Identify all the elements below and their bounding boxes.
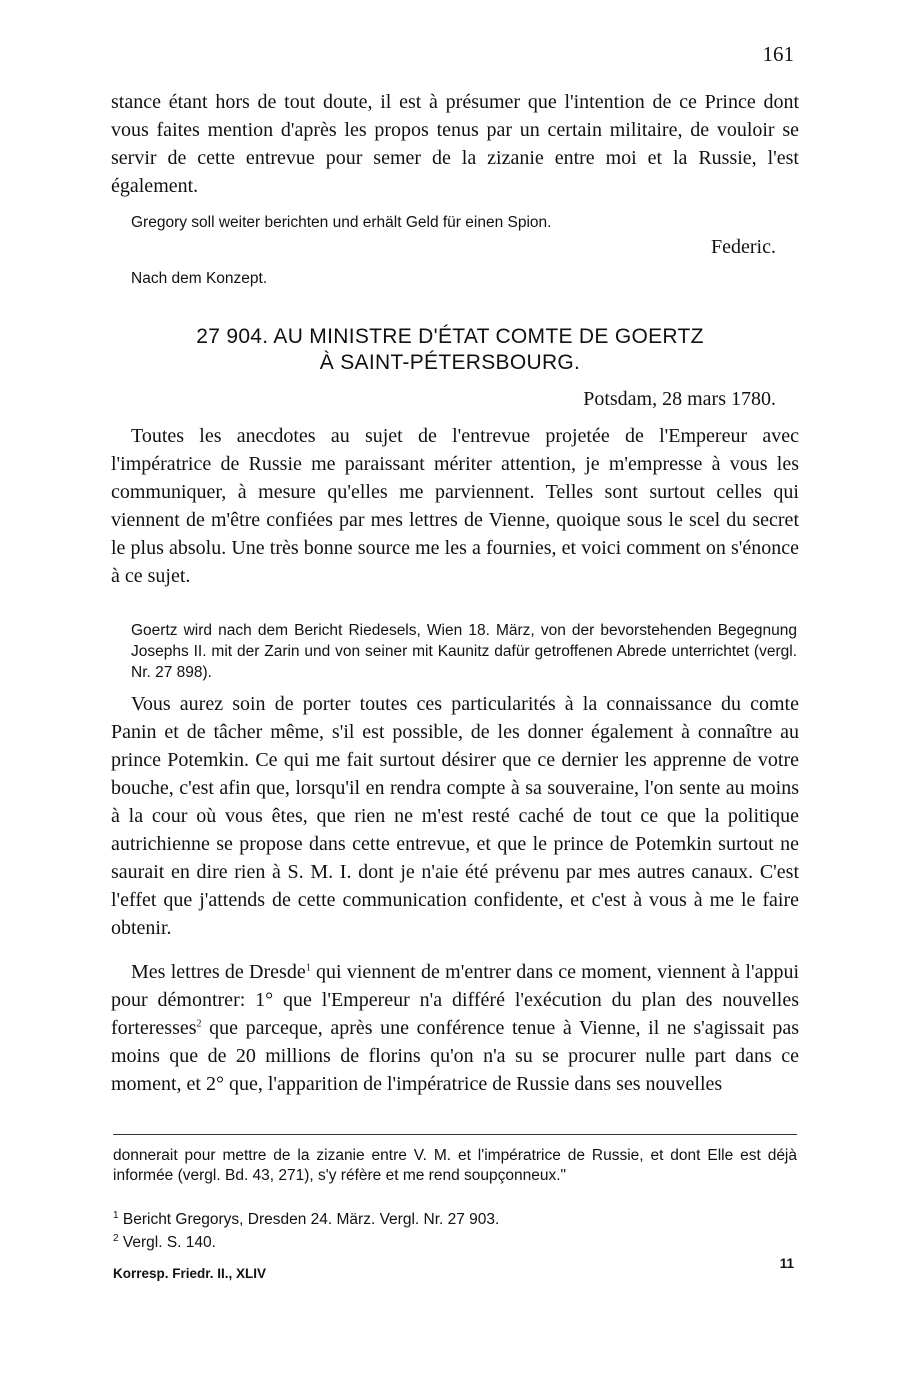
letter-paragraph-2 xyxy=(111,690,799,942)
footnote-2-text: Vergl. S. 140. xyxy=(122,1234,216,1251)
signature-mark-left: Korresp. Friedr. II., XLIV xyxy=(113,1266,267,1281)
editorial-note-goertz: Goertz wird nach dem Bericht Riedesels, Wien 18. März, von der bevorstehenden Begegnung Josephs II. mit der Zarin und von seiner mit Kaunitz dafür getroffenen Abrede unterrichtet (vergl. Nr. 27 898). xyxy=(131,622,797,681)
heading-line-2: À SAINT-PÉTERSBOURG. xyxy=(319,351,581,374)
paragraph-3-part-2: qui viennent de m'entrer dans ce moment, viennent à l'appui pour démontrer: 1° que l'Empereur n'a différé l'exécution du plan des nouvelles forteresses xyxy=(111,961,800,1039)
source-note: Nach dem Konzept. xyxy=(131,270,268,287)
paragraph-3-part-3: que parceque, après une conférence tenue à Vienne, il ne s'agissait pas moins que de 20 millions de florins qu'on n'a su se procurer nulle part dans ce moment, et 2° que, l'apparition de l'impératrice de Russie dans ses nouvelles xyxy=(111,1017,799,1095)
footnote-1-text: Bericht Gregorys, Dresden 24. März. Vergl. Nr. 27 903. xyxy=(122,1211,500,1228)
page-number: 161 xyxy=(762,42,794,66)
footnote-1-mark: 1 xyxy=(113,1209,119,1221)
editorial-note-gregory: Gregory soll weiter berichten und erhält Geld für einen Spion. xyxy=(131,214,552,231)
footnote-1 xyxy=(113,1210,797,1230)
footnote-2-mark: 2 xyxy=(113,1232,119,1244)
heading-line-1: 27 904. AU MINISTRE D'ÉTAT COMTE DE GOERTZ xyxy=(196,325,704,348)
letter-paragraph-1 xyxy=(111,422,799,590)
paragraph-3-text xyxy=(111,958,799,1098)
paragraph-3-part-1: Mes lettres de Dresde xyxy=(131,961,306,983)
letter-heading xyxy=(0,324,900,376)
continuation-paragraph xyxy=(111,88,799,200)
paragraph-1-text: Toutes les anecdotes au sujet de l'entrevue projetée de l'Empereur avec l'impératrice de Russie me paraissant mériter attention, je m'empresse à vous les communiquer, à mesure qu'elles me parviennent. Telles sont surtout celles qui viennent de m'être confiées par mes lettres de Vienne, quoique sous le scel du secret le plus absolu. Une très bonne source me les a fournies, et voici comment on s'énonce à ce sujet. xyxy=(111,425,799,587)
footnote-divider xyxy=(113,1134,797,1135)
signature: Federic. xyxy=(711,236,776,258)
dateline: Potsdam, 28 mars 1780. xyxy=(583,388,776,410)
signature-mark-right: 11 xyxy=(779,1256,794,1271)
letter-paragraph-3 xyxy=(111,958,799,1098)
footnote-2 xyxy=(113,1233,797,1253)
footnote-ref-1[interactable]: 1 xyxy=(305,962,311,974)
footnote-continued: donnerait pour mettre de la zizanie entre V. M. et l'impératrice de Russie, et dont Elle est déjà informée (vergl. Bd. 43, 271), s'y réfère et me rend soupçonneux." xyxy=(113,1147,797,1184)
paragraph-2-text: Vous aurez soin de porter toutes ces particularités à la connaissance du comte Panin et de tâcher même, s'il est possible, de les donner également à connaître au prince Potemkin. Ce qui me fait surtout désirer que ce dernier les apprenne de votre bouche, c'est afin que, lorsqu'il en rendra compte à sa souveraine, l'on sente au moins à la cour où vous êtes, que rien ne m'est resté caché de tout ce que la politique autrichienne se propose dans cette entrevue, et que le prince de Potemkin surtout ne saurait en dire rien à S. M. I. dont je n'aie été prévenu par mes autres canaux. C'est l'effet que j'attends de cette communication confidente, et c'est à vous à me le faire obtenir. xyxy=(111,693,799,939)
footnote-ref-2[interactable]: 2 xyxy=(196,1018,202,1030)
continuation-text: stance étant hors de tout doute, il est à présumer que l'intention de ce Prince dont vous faites mention d'après les propos tenus par un certain militaire, de vouloir se servir de cette entrevue pour semer de la zizanie entre moi et la Russie, l'est également. xyxy=(111,91,799,197)
